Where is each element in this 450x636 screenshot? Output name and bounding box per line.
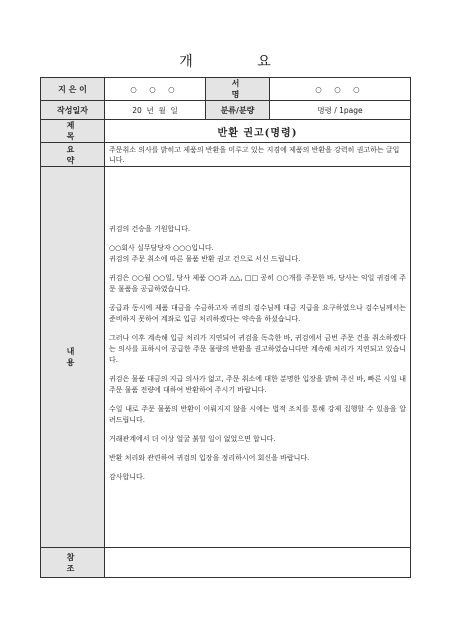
content-paragraph: 귀검은 물품 대금의 지급 의사가 없고, 주문 취소에 대한 분명한 입장을 밝혀 주신 바, 빠른 시일 내 주문 물품 전량에 대하여 반환하여 주시기 바랍니다.	[109, 374, 407, 394]
content-paragraph: 감사합니다.	[109, 472, 146, 481]
overview-form-table	[40, 77, 411, 578]
summary-value: 주문취소 의사를 밝히고 제품의 반환을 미루고 있는 지겸에 제품의 반환을 강력히 권고하는 글입니다.	[105, 143, 411, 167]
content-paragraph: 반환 처리와 관련하여 귀검의 입장을 정리하시어 회신을 바랍니다.	[109, 453, 310, 462]
date-value: 20 년 월 일	[105, 101, 206, 120]
content-body	[105, 167, 411, 548]
date-row	[41, 101, 411, 120]
author-label: 지 은 이	[41, 78, 105, 101]
content-paragraph: 귀검은 ○○월 ○○일, 당사 제품 ○○과 △△, □□ 공히 ○○개를 주문한 바, 당사는 익일 귀검에 주문 물품을 공급하였습니다.	[109, 273, 406, 293]
subject-row	[41, 120, 411, 143]
category-value: 명령 / 1page	[270, 101, 411, 120]
subject-value: 반환 권고(명령)	[105, 120, 411, 143]
content-paragraph: 수일 내로 주문 물품의 반환이 이뤄지지 않을 시에는 법적 조치를 통해 강제 집행할 수 있음을 알려드립니다.	[109, 404, 406, 424]
content-paragraph: 공급과 동시에 제품 대금을 수금하고자 귀검의 검수님께 대금 지급을 요구하였으나 검수님께서는 준비하지 못하여 계좌로 입금 처리하겠다는 약속을 하셨습니다.	[109, 303, 406, 323]
content-paragraph: 거래관계에서 더 이상 얼굴 붉힐 일이 없었으면 합니다.	[109, 434, 276, 443]
signature-value: ○ ○ ○	[270, 78, 411, 101]
content-row	[41, 167, 411, 548]
category-label: 분류/분량	[206, 101, 270, 120]
summary-label: 요 약	[41, 143, 105, 167]
content-paragraph: 그러나 이후 계속해 입금 처리가 지연되어 귀검을 독촉한 바, 귀검에서 금번 주문 건을 취소하겠다는 의사를 표하시어 공급한 주문 물량의 반환을 권고하였습니다만 계속해 처리가 지연되고 있습니다.	[109, 333, 406, 364]
document-title: 개 요	[179, 54, 301, 70]
subject-label: 제 목	[41, 120, 105, 143]
reference-value	[105, 548, 411, 578]
signature-label: 서 명	[206, 78, 270, 101]
date-label: 작성일자	[41, 101, 105, 120]
author-row	[41, 78, 411, 101]
author-value: ○ ○ ○	[105, 78, 206, 101]
reference-label: 참 조	[41, 548, 105, 578]
content-paragraph: ○○회사 실무담당자 ○○○입니다. 귀검의 주문 취소에 따른 물품 반환 권고 건으로 서신 드립니다.	[109, 243, 301, 263]
reference-row	[41, 548, 411, 578]
content-paragraph: 귀검의 건승을 기원합니다.	[109, 224, 191, 233]
summary-row	[41, 143, 411, 167]
content-label: 내 용	[41, 167, 105, 548]
